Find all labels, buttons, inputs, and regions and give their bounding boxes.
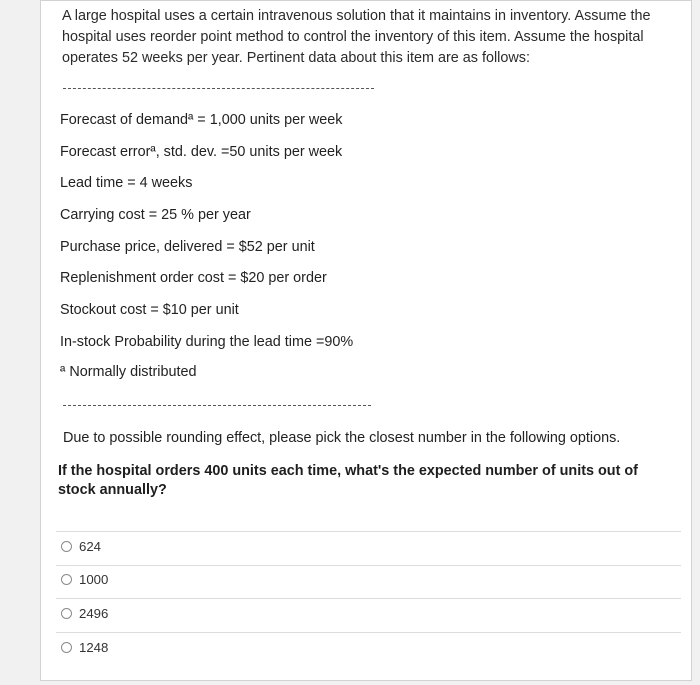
fact-forecast-error: Forecast errorª, std. dev. =50 units per week (60, 144, 343, 160)
fact-stockout-cost: Stockout cost = $10 per unit (60, 302, 239, 318)
question-card (40, 0, 692, 681)
radio-button[interactable] (61, 541, 72, 552)
option-separator (56, 632, 681, 633)
option-1248[interactable] (61, 638, 108, 656)
radio-button[interactable] (61, 574, 72, 585)
radio-button[interactable] (61, 608, 72, 619)
divider-bottom (63, 405, 371, 406)
rounding-note: Due to possible rounding effect, please pick the closest number in the following options. (63, 430, 621, 446)
fact-carrying-cost: Carrying cost = 25 % per year (60, 207, 251, 223)
fact-demand: Forecast of demandª = 1,000 units per week (60, 112, 343, 128)
option-separator (56, 531, 681, 532)
question-prompt: If the hospital orders 400 units each time, what's the expected number of units out of stock annually? (58, 463, 638, 498)
option-label: 1248 (79, 639, 109, 655)
divider-top (63, 88, 374, 89)
fact-instock-probability: In-stock Probability during the lead time =90% (60, 334, 354, 350)
fact-purchase-price: Purchase price, delivered = $52 per unit (60, 239, 315, 255)
radio-button[interactable] (61, 642, 72, 653)
option-separator (56, 598, 681, 599)
option-separator (56, 565, 681, 566)
option-2496[interactable] (61, 604, 108, 622)
option-label: 624 (79, 538, 102, 554)
fact-order-cost: Replenishment order cost = $20 per order (60, 270, 327, 286)
question-intro: A large hospital uses a certain intravenous solution that it maintains in inventory. Assume the hospital uses reorder point method to control the inventory of this item. Assume the hospital operates 52 weeks per year. Pertinent data about this item are as follows: (62, 8, 651, 66)
option-label: 1000 (79, 571, 109, 587)
fact-lead-time: Lead time = 4 weeks (60, 175, 193, 191)
option-624[interactable] (61, 537, 101, 555)
fact-footnote: ª Normally distributed (60, 364, 197, 380)
option-1000[interactable] (61, 570, 108, 588)
option-label: 2496 (79, 605, 109, 621)
